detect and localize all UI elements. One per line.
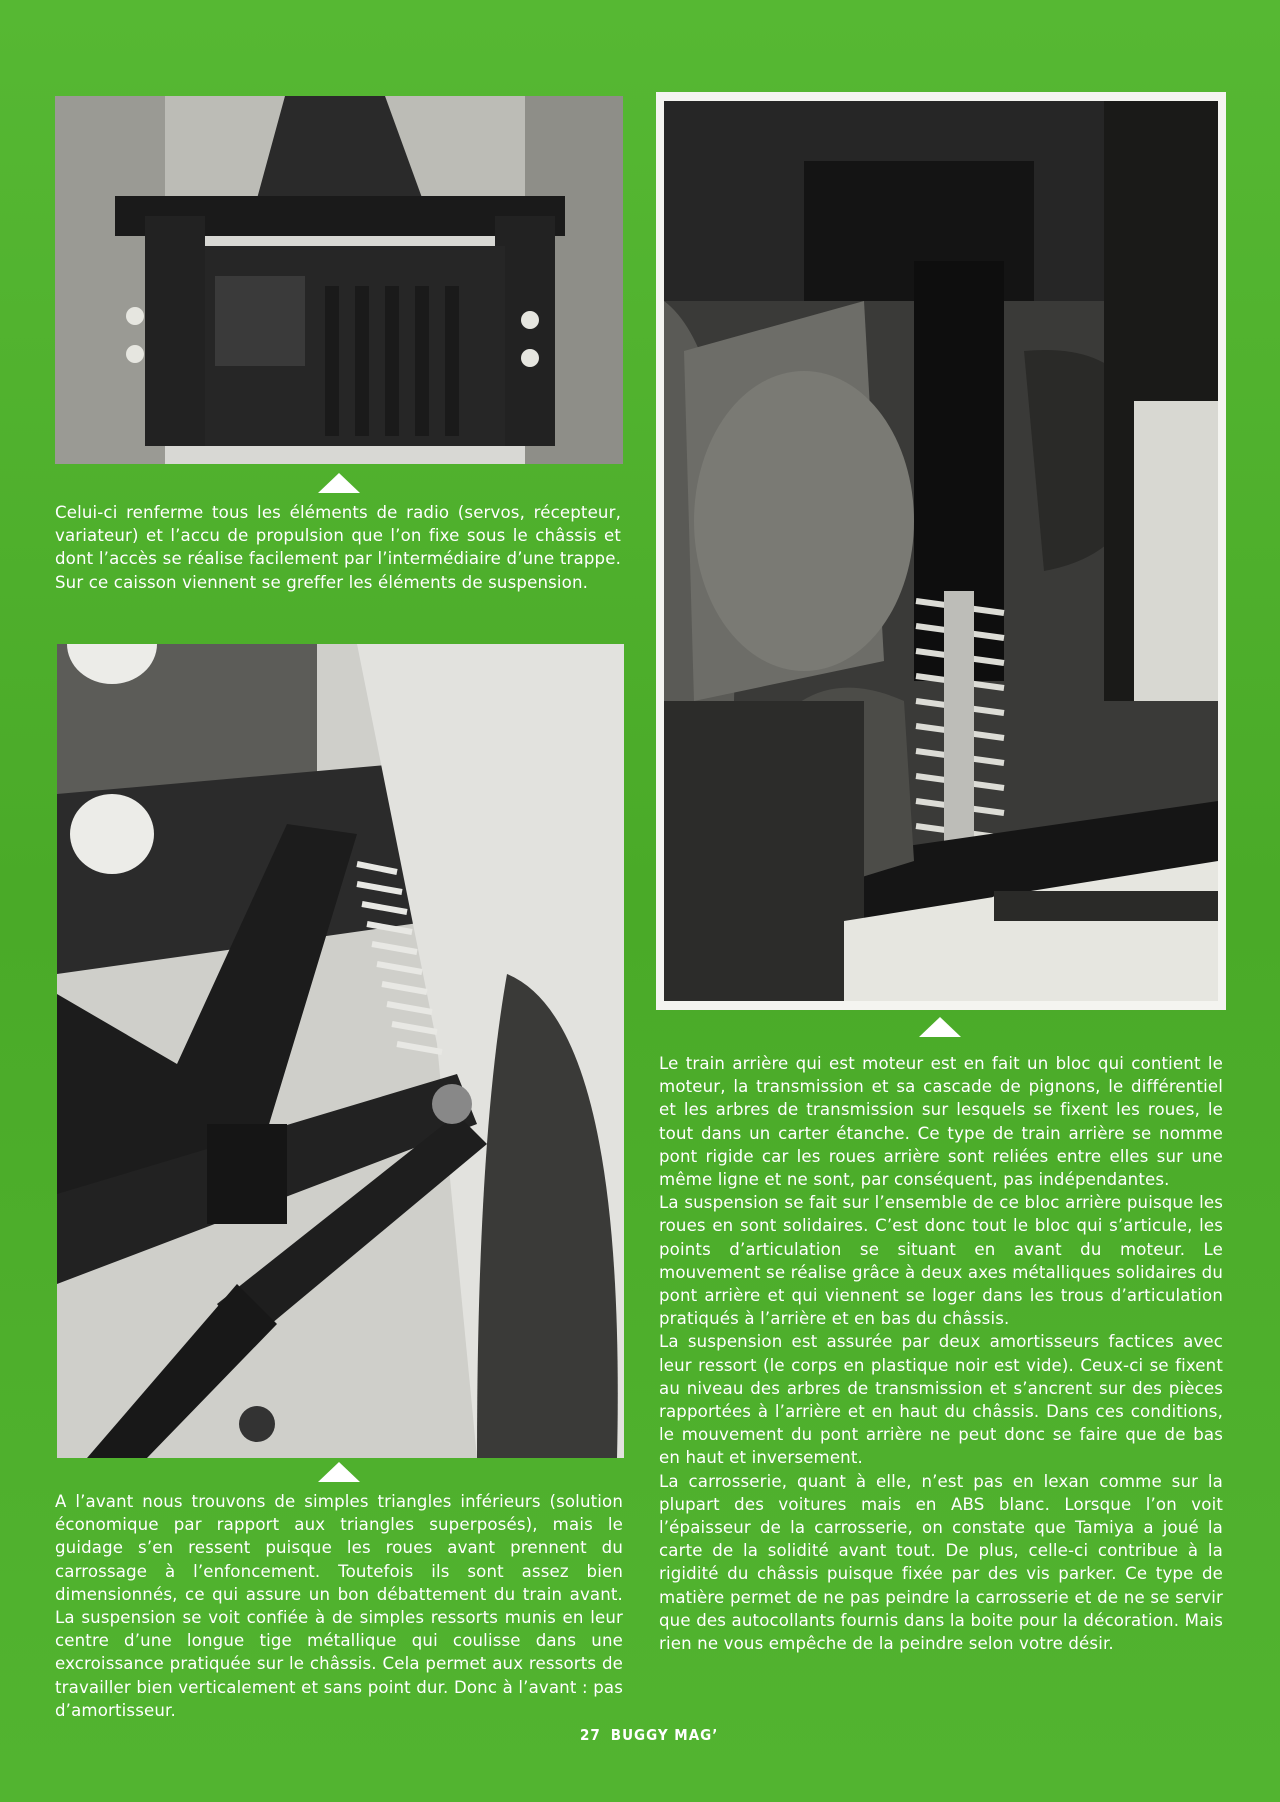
rear-axle-paragraph-3: La suspension est assurée par deux amortisseurs factices avec leur ressort (le corps en plastique noir est vide). Ceux-ci se fixent au niveau des arbres de transmission et s’ancrent sur des pièces rapportées à l’arrière et en haut du châssis. Dans ces conditions, le mouvement du pont arrière ne peut donc se faire que de bas en haut et inversement.	[659, 1332, 1223, 1468]
caption-front-suspension: A l’avant nous trouvons de simples triangles inférieurs (solution économique par rapport aux triangles superposés), mais le guidage s’en ressent puisque les roues avant prennent du carrossage à l’enfoncement. Toutefois ils sont assez bien dimensionnés, ce qui assure un bon débattement du train avant. La suspension se voit confiée à de simples ressorts munis en leur centre d’une longue tige métallique qui coulisse dans une excroissance pratiquée sur le châssis. Cela permet aux ressorts de travailler bien verticalement et sans point dur. Donc à l’avant : pas d’amortisseur.	[55, 1492, 623, 1720]
page-number: 27	[580, 1726, 601, 1744]
chassis-radio-box-photo	[55, 96, 623, 464]
rear-axle-paragraph-2: La suspension se fait sur l’ensemble de ce bloc arrière puisque les roues en sont solidaires. C’est donc tout le bloc qui s’articule, les points d’articulation se situant en avant du moteur. Le mouvement se réalise grâce à deux axes métalliques solidaires du pont arrière et qui viennent se loger dans les trous d’articulation pratiqués à l’arrière et en bas du châssis.	[659, 1193, 1224, 1329]
caption-arrow-bottom-left	[318, 1462, 360, 1482]
page-footer	[580, 1726, 728, 1744]
caption-rear-axle	[659, 1052, 1223, 1655]
rear-shock-absorber-photo	[664, 101, 1218, 1001]
rear-axle-paragraph-4: La carrosserie, quant à elle, n’est pas en lexan comme sur la plupart des voitures mais en ABS blanc. Lorsque l’on voit l’épaisseur de la carrosserie, on constate que Tamiya a joué la carte de la solidité avant tout. De plus, celle-ci contribue à la rigidité du châssis puisque fixée par des vis parker. Ce type de matière permet de ne pas peindre la carrosserie et de ne se servir que des autocollants fournis dans la boite pour la décoration. Mais rien ne vous empêche de la peindre selon votre désir.	[659, 1471, 1223, 1654]
caption-radio-box: Celui-ci renferme tous les éléments de radio (servos, récepteur, variateur) et l’accu de propulsion que l’on fixe sous le châssis et dont l’accès se réalise facilement par l’intermédiaire d’une trappe. Sur ce caisson viennent se greffer les éléments de suspension.	[55, 503, 621, 592]
caption-arrow-right	[919, 1017, 961, 1037]
front-suspension-photo	[57, 644, 624, 1458]
rear-axle-paragraph-1: Le train arrière qui est moteur est en fait un bloc qui contient le moteur, la transmission et sa cascade de pignons, le différentiel et les arbres de transmission sur lesquels se fixent les roues, le tout dans un carter étanche. Ce type de train arrière se nomme pont rigide car les roues arrière sont reliées entre elles sur une même ligne et ne sont, par conséquent, pas indépendantes.	[659, 1054, 1223, 1190]
magazine-name: BUGGY MAG’	[610, 1726, 719, 1744]
caption-arrow-top-left	[318, 473, 360, 493]
